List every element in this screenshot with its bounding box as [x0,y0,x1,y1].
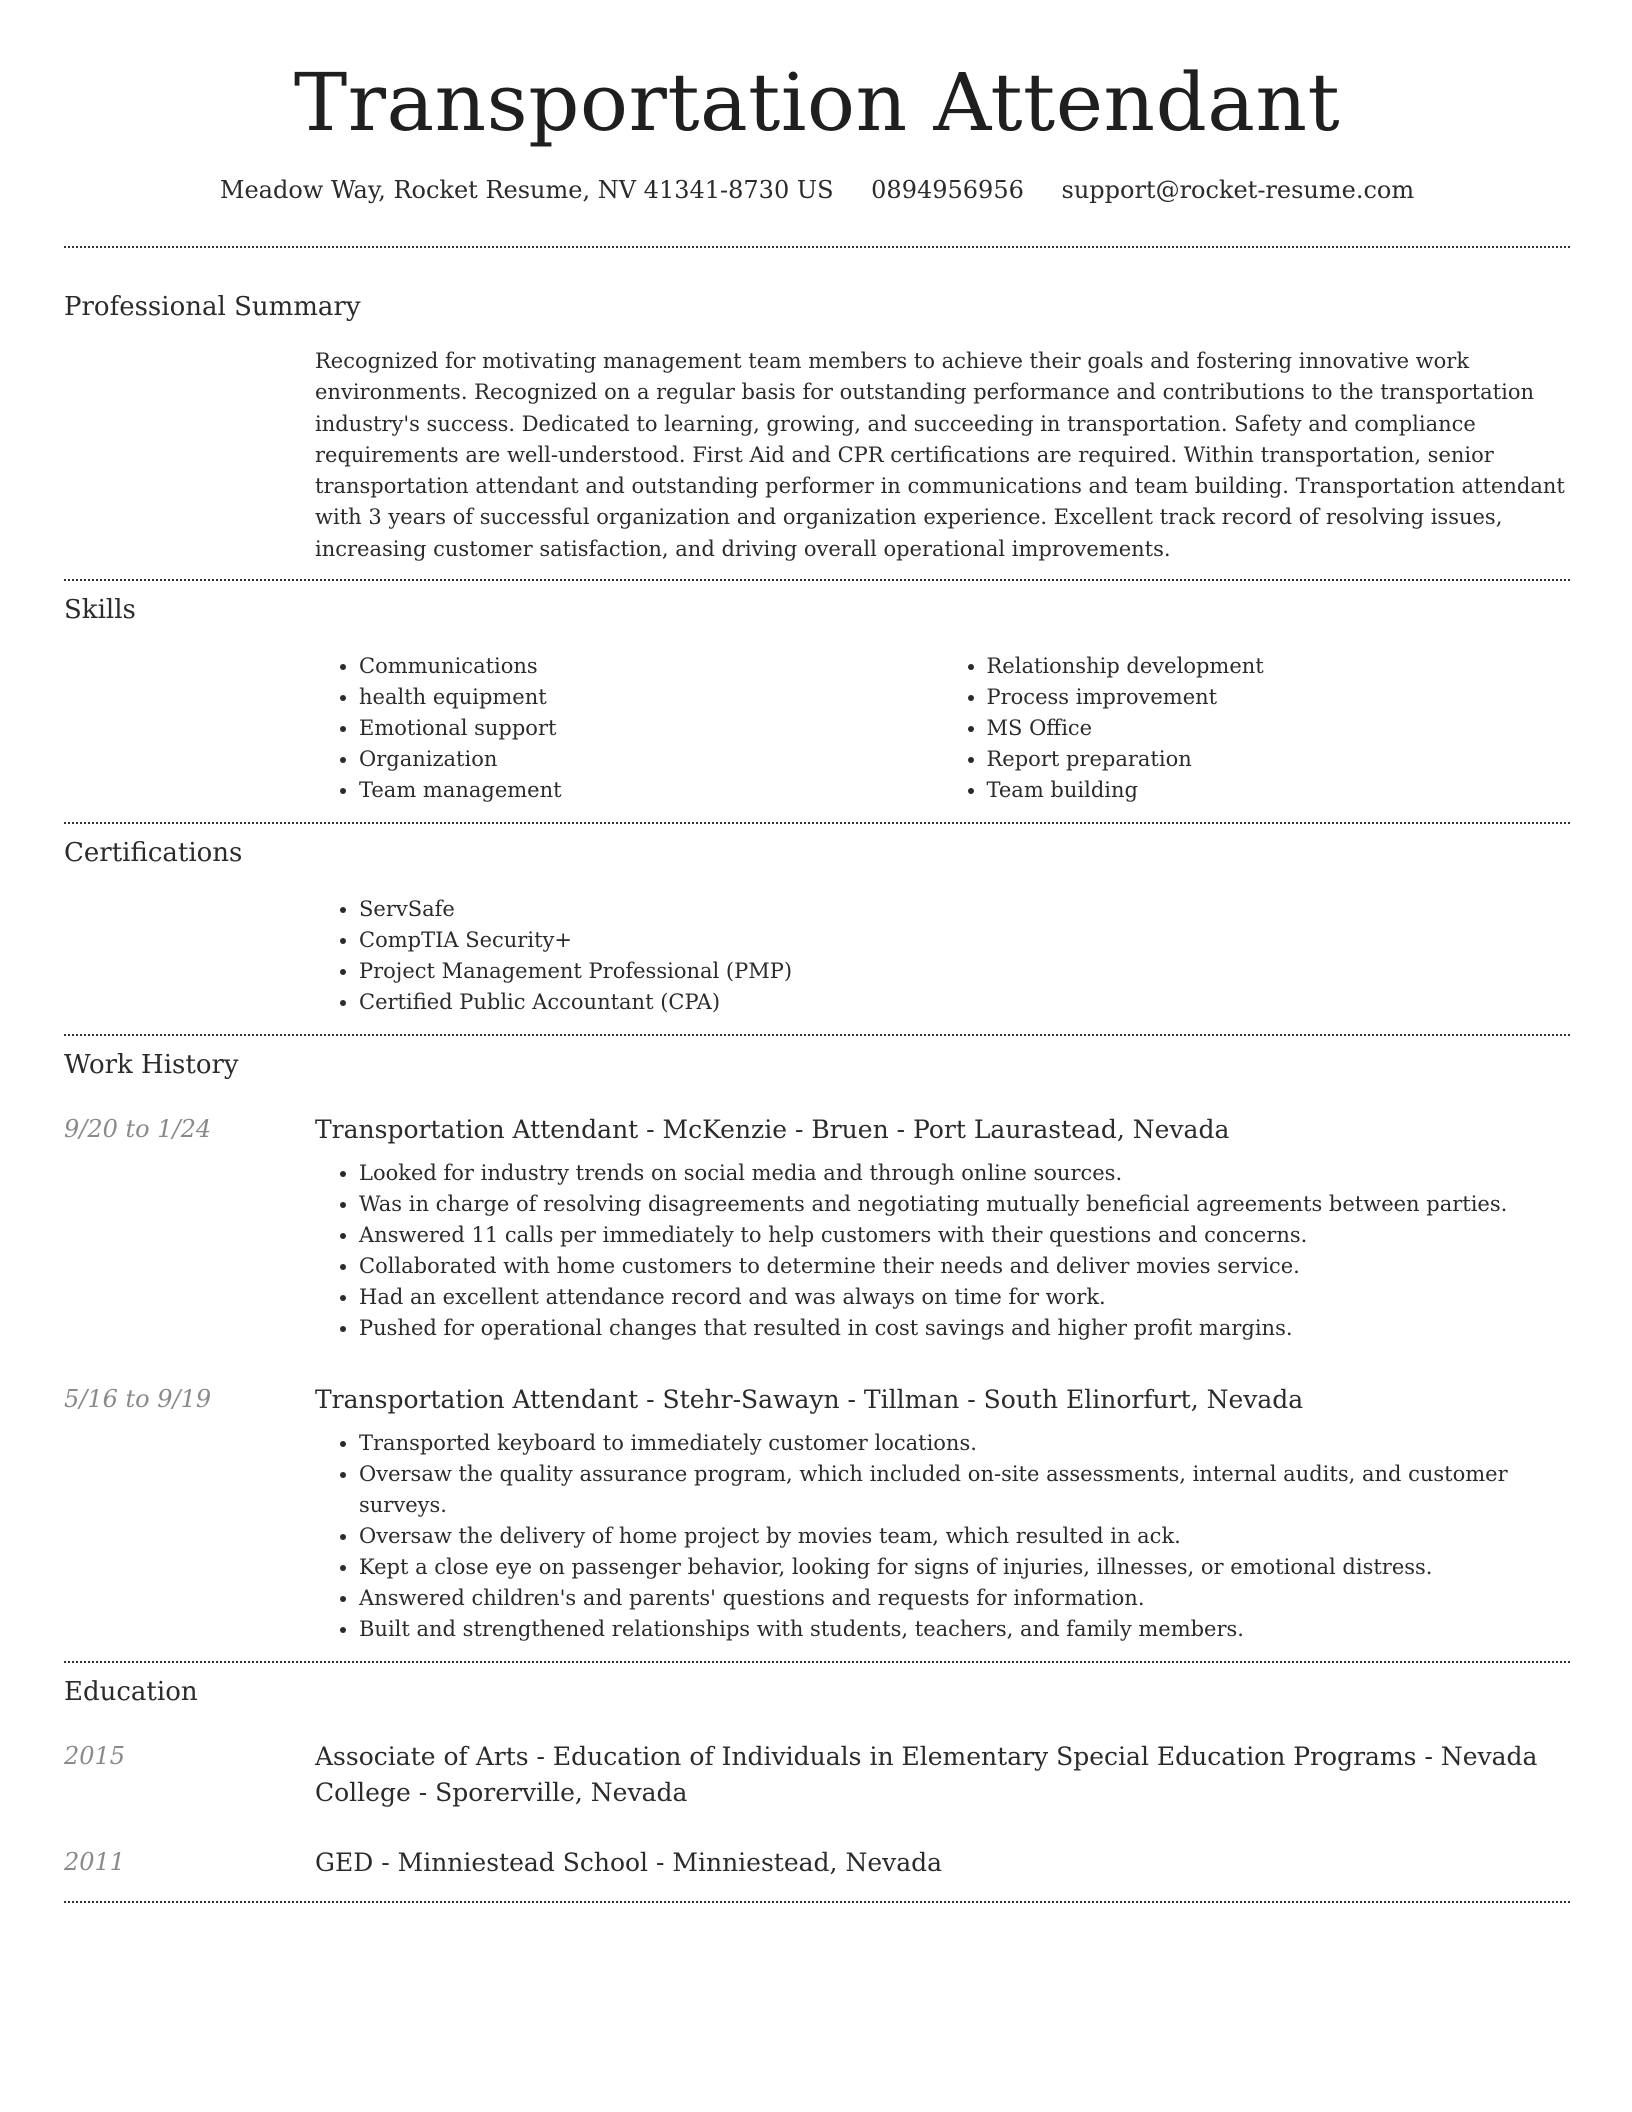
work-bullet: • Built and strengthened relationships with students, teachers, and family members. [359,1614,1570,1645]
summary-section [64,248,1570,579]
education-section [64,1663,1570,1901]
section-title-certifications: Certifications [64,838,243,869]
work-bullet: • Oversaw the delivery of home project by movies team, which resulted in ack. [359,1521,1570,1552]
certification-item: • ServSafe [359,894,1570,925]
skills-list-right [943,651,1571,806]
contact-email: support@rocket-resume.com [1061,176,1415,204]
skill-item: • Team management [359,775,943,806]
skills-section [64,581,1570,822]
certifications-section [64,824,1570,1034]
work-history-section [64,1036,1570,1661]
candidate-name: Transportation Attendant [293,56,1341,149]
education-title: Associate of Arts - Education of Individuals in Elementary Special Education Programs - Nevada College - Sporerville, Nevada [315,1742,1538,1808]
certification-item: • CompTIA Security+ [359,925,1570,956]
skill-item: • Team building [987,775,1571,806]
section-title-education: Education [64,1677,198,1708]
contact-address: Meadow Way, Rocket Resume, NV 41341-8730 US [219,176,834,204]
education-year: 2015 [64,1742,126,1771]
skill-item: • Relationship development [987,651,1571,682]
skill-item: • MS Office [987,713,1571,744]
divider [64,1901,1570,1903]
resume-page [64,0,1570,1903]
section-title-skills: Skills [64,595,136,626]
work-entry [64,1112,1570,1344]
education-entry [64,1739,1570,1811]
education-title: GED - Minniestead School - Minniestead, Nevada [315,1848,943,1878]
section-title-work-history: Work History [64,1050,239,1081]
skills-list-left [315,651,943,806]
work-title: Transportation Attendant - Stehr-Sawayn - Tillman - South Elinorfurt, Nevada [315,1385,1304,1415]
work-dates: 9/20 to 1/24 [64,1115,212,1144]
summary-text: Recognized for motivating management team members to achieve their goals and fostering innovative work environments. Recognized on a regular basis for outstanding performance and contributions to the transportation industry's success. Dedicated to learning, growing, and succeeding in transportation. Safety and compliance requirements are well-understood. First Aid and CPR certifications are required. Within transportation, senior transportation attendant and outstanding performer in communications and team building. Transportation attendant with 3 years of successful organization and organization experience. Excellent track record of resolving issues, increasing customer satisfaction, and driving overall operational improvements. [315,349,1565,561]
work-bullet: • Kept a close eye on passenger behavior, looking for signs of injuries, illnesses, or emotional distress. [359,1552,1570,1583]
skill-item: • Emotional support [359,713,943,744]
contact-line [64,174,1570,206]
work-bullet: • Pushed for operational changes that resulted in cost savings and higher profit margins. [359,1313,1570,1344]
certifications-list [315,894,1570,1018]
skill-item: • Report preparation [987,744,1571,775]
skill-item: • Process improvement [987,682,1571,713]
work-dates: 5/16 to 9/19 [64,1385,212,1414]
certification-item: • Certified Public Accountant (CPA) [359,987,1570,1018]
work-bullet: • Looked for industry trends on social media and through online sources. [359,1158,1570,1189]
work-bullet: • Transported keyboard to immediately customer locations. [359,1428,1570,1459]
work-bullet: • Was in charge of resolving disagreements and negotiating mutually beneficial agreements between parties. [359,1189,1570,1220]
work-bullet: • Answered children's and parents' questions and requests for information. [359,1583,1570,1614]
work-bullet: • Had an excellent attendance record and was always on time for work. [359,1282,1570,1313]
work-bullets [315,1158,1570,1344]
skill-item: • Organization [359,744,943,775]
work-title: Transportation Attendant - McKenzie - Bruen - Port Laurastead, Nevada [315,1115,1230,1145]
work-bullets [315,1428,1570,1645]
skill-item: • health equipment [359,682,943,713]
work-bullet: • Oversaw the quality assurance program, which included on-site assessments, internal audits, and customer surveys. [359,1459,1570,1521]
contact-phone: 0894956956 [871,176,1024,204]
certification-item: • Project Management Professional (PMP) [359,956,1570,987]
education-entry [64,1845,1570,1881]
work-bullet: • Answered 11 calls per immediately to help customers with their questions and concerns. [359,1220,1570,1251]
section-title-summary: Professional Summary [64,292,361,322]
education-year: 2011 [64,1848,126,1877]
work-bullet: • Collaborated with home customers to determine their needs and deliver movies service. [359,1251,1570,1282]
skill-item: • Communications [359,651,943,682]
work-entry [64,1382,1570,1645]
